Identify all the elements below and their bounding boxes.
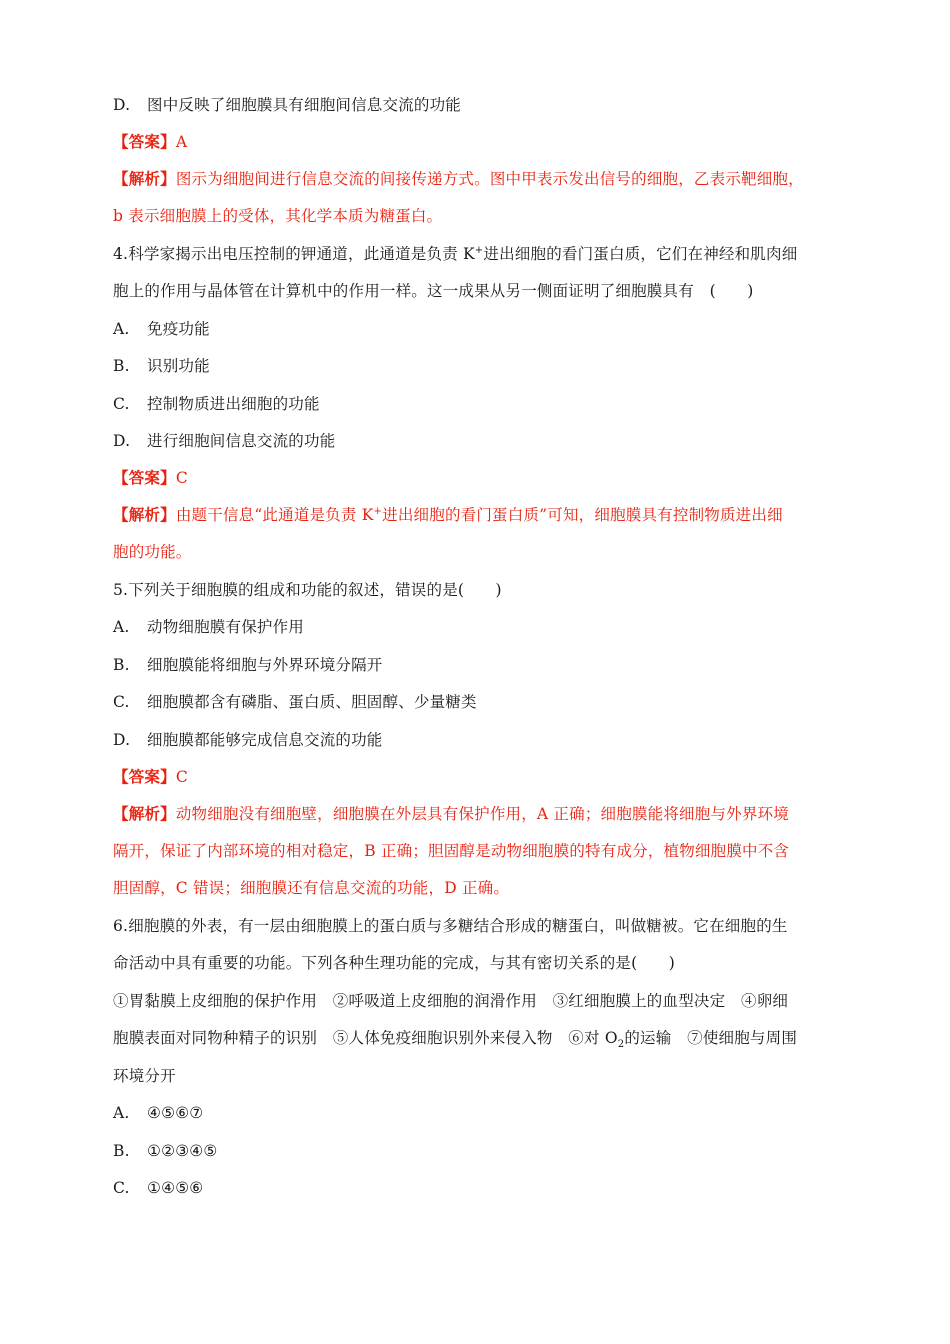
answer-value: A (175, 133, 188, 151)
q4-stem-line-2: 胞上的作用与晶体管在计算机中的作用一样。这一成果从另一侧面证明了细胞膜具有 ( ) (113, 282, 754, 300)
analysis-label: 【解析】 (113, 169, 176, 188)
q4-option-c (113, 393, 840, 415)
option-text: ①②③④⑤ (147, 1142, 218, 1160)
option-text: 细胞膜都含有磷脂、蛋白质、胆固醇、少量糖类 (147, 693, 477, 711)
q5-answer (113, 766, 840, 788)
q3-analysis-line-2: b 表示细胞膜上的受体，其化学本质为糖蛋白。 (113, 207, 443, 225)
q5-analysis-line-2: 隔开，保证了内部环境的相对稳定，B 正确；胆固醇是动物细胞膜的特有成分，植物细胞膜中不含 (113, 842, 790, 860)
option-letter: B. (113, 357, 130, 375)
q6-option-c (113, 1177, 840, 1199)
q4-option-b (113, 355, 840, 377)
q6-items-line-2 (113, 1027, 840, 1049)
q4-analysis-line-1 (113, 504, 840, 526)
analysis-label: 【解析】 (113, 804, 176, 823)
option-text: 控制物质进出细胞的功能 (147, 395, 320, 413)
option-text: ④⑤⑥⑦ (147, 1104, 204, 1122)
items-text: 胞膜表面对同物种精子的识别 ⑤人体免疫细胞识别外来侵入物 ⑥对 O (113, 1029, 618, 1047)
option-text: 识别功能 (147, 357, 210, 375)
answer-value: C (175, 768, 188, 786)
answer-label: 【答案】 (113, 132, 176, 151)
option-text: ①④⑤⑥ (147, 1179, 204, 1197)
q6-option-b (113, 1140, 840, 1162)
option-text: 图中反映了细胞膜具有细胞间信息交流的功能 (147, 96, 462, 114)
superscript: + (373, 505, 383, 517)
q5-option-b (113, 654, 840, 676)
option-letter: A. (113, 320, 130, 338)
option-text: 进行细胞间信息交流的功能 (147, 432, 336, 450)
answer-label: 【答案】 (113, 468, 176, 487)
option-letter: A. (113, 1104, 130, 1122)
q6-stem-line-2: 命活动中具有重要的功能。下列各种生理功能的完成，与其有密切关系的是( ) (113, 954, 675, 972)
q3-analysis-line-1 (113, 168, 840, 190)
analysis-text: 图示为细胞间进行信息交流的间接传递方式。图中甲表示发出信号的细胞，乙表示靶细胞， (175, 170, 804, 188)
option-letter: C. (113, 1179, 130, 1197)
q4-answer (113, 467, 840, 489)
option-letter: C. (113, 395, 130, 413)
analysis-label: 【解析】 (113, 505, 176, 524)
analysis-text: 动物细胞没有细胞壁，细胞膜在外层具有保护作用，A 正确；细胞膜能将细胞与外界环境 (175, 805, 789, 823)
option-letter: C. (113, 693, 130, 711)
stem-text: 4.科学家揭示出电压控制的钾通道，此通道是负责 K (113, 245, 475, 263)
analysis-text: 进出细胞的看门蛋白质”可知，细胞膜具有控制物质进出细 (382, 506, 783, 524)
option-letter: D. (113, 96, 131, 114)
stem-text: 进出细胞的看门蛋白质，它们在神经和肌肉细 (483, 245, 798, 263)
analysis-text: 由题干信息“此通道是负责 K (175, 506, 374, 524)
q5-option-d (113, 729, 840, 751)
answer-value: C (175, 469, 188, 487)
q5-option-a (113, 616, 840, 638)
answer-label: 【答案】 (113, 767, 176, 786)
q4-option-d (113, 430, 840, 452)
option-letter: B. (113, 1142, 130, 1160)
q3-option-d (113, 94, 840, 116)
q4-stem-line-1 (113, 243, 840, 265)
option-letter: B. (113, 656, 130, 674)
subscript: 2 (617, 1039, 625, 1051)
q5-analysis-line-3: 胆固醇，C 错误；细胞膜还有信息交流的功能，D 正确。 (113, 879, 510, 897)
q4-option-a (113, 318, 840, 340)
option-text: 细胞膜都能够完成信息交流的功能 (147, 731, 383, 749)
q4-analysis-line-2: 胞的功能。 (113, 543, 192, 561)
q3-answer (113, 131, 840, 153)
option-text: 细胞膜能将细胞与外界环境分隔开 (147, 656, 383, 674)
option-letter: A. (113, 618, 130, 636)
option-text: 免疫功能 (147, 320, 210, 338)
option-text: 动物细胞膜有保护作用 (147, 618, 305, 636)
superscript: + (474, 244, 484, 256)
items-text: 的运输 ⑦使细胞与周围 (624, 1029, 798, 1047)
q6-option-a (113, 1102, 840, 1124)
option-letter: D. (113, 432, 131, 450)
q5-option-c (113, 691, 840, 713)
q5-stem: 5.下列关于细胞膜的组成和功能的叙述，错误的是( ) (113, 581, 502, 599)
option-letter: D. (113, 731, 131, 749)
q6-items-line-1: ①胃黏膜上皮细胞的保护作用 ②呼吸道上皮细胞的润滑作用 ③红细胞膜上的血型决定 ④卵细 (113, 992, 789, 1010)
q6-items-line-3: 环境分开 (113, 1067, 176, 1085)
q5-analysis-line-1 (113, 803, 840, 825)
q6-stem-line-1: 6.细胞膜的外表，有一层由细胞膜上的蛋白质与多糖结合形成的糖蛋白，叫做糖被。它在细胞的生 (113, 917, 788, 935)
